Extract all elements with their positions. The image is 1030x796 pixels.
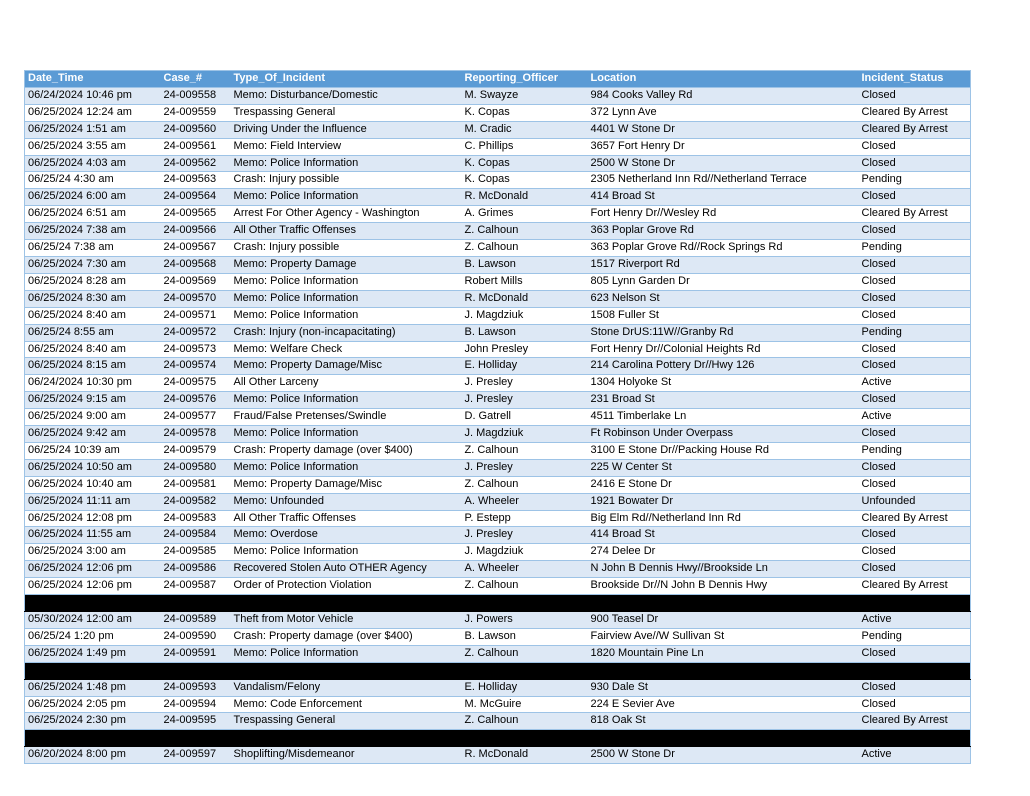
cell-type-of-incident: Memo: Welfare Check	[231, 341, 462, 358]
cell-type-of-incident: Crash: Injury possible	[231, 240, 462, 257]
redaction-bar	[25, 595, 971, 612]
cell-case-number: 24-009560	[161, 121, 231, 138]
cell-location: 4401 W Stone Dr	[588, 121, 859, 138]
cell-date-time: 05/30/2024 12:00 am	[25, 612, 161, 629]
cell-type-of-incident: Recovered Stolen Auto OTHER Agency	[231, 561, 462, 578]
cell-incident-status: Closed	[859, 307, 971, 324]
cell-location: Fort Henry Dr//Wesley Rd	[588, 206, 859, 223]
cell-reporting-officer: M. Swayze	[462, 87, 588, 104]
cell-case-number: 24-009563	[161, 172, 231, 189]
cell-location: N John B Dennis Hwy//Brookside Ln	[588, 561, 859, 578]
cell-reporting-officer: Z. Calhoun	[462, 442, 588, 459]
header-type-of-incident: Type_Of_Incident	[231, 71, 462, 88]
cell-date-time: 06/25/2024 7:38 am	[25, 223, 161, 240]
cell-type-of-incident: Memo: Property Damage	[231, 256, 462, 273]
cell-date-time: 06/25/2024 12:06 pm	[25, 578, 161, 595]
cell-reporting-officer: Robert Mills	[462, 273, 588, 290]
cell-reporting-officer: A. Wheeler	[462, 561, 588, 578]
cell-incident-status: Closed	[859, 358, 971, 375]
cell-type-of-incident: Shoplifting/Misdemeanor	[231, 747, 462, 764]
cell-location: 414 Broad St	[588, 527, 859, 544]
cell-location: 1304 Holyoke St	[588, 375, 859, 392]
cell-date-time: 06/25/2024 10:40 am	[25, 476, 161, 493]
cell-type-of-incident: Memo: Police Information	[231, 273, 462, 290]
cell-incident-status: Cleared By Arrest	[859, 578, 971, 595]
cell-date-time: 06/25/2024 12:06 pm	[25, 561, 161, 578]
table-row	[25, 493, 971, 510]
cell-case-number: 24-009561	[161, 138, 231, 155]
table-row	[25, 358, 971, 375]
cell-reporting-officer: J. Magdziuk	[462, 426, 588, 443]
header-date-time: Date_Time	[25, 71, 161, 88]
cell-type-of-incident: Memo: Police Information	[231, 189, 462, 206]
cell-incident-status: Active	[859, 612, 971, 629]
cell-incident-status: Unfounded	[859, 493, 971, 510]
cell-reporting-officer: J. Magdziuk	[462, 307, 588, 324]
cell-incident-status: Pending	[859, 442, 971, 459]
table-header	[25, 71, 971, 88]
table-row	[25, 121, 971, 138]
cell-incident-status: Pending	[859, 240, 971, 257]
table-row	[25, 679, 971, 696]
cell-reporting-officer: B. Lawson	[462, 324, 588, 341]
cell-date-time: 06/25/2024 7:30 am	[25, 256, 161, 273]
cell-reporting-officer: Z. Calhoun	[462, 240, 588, 257]
cell-type-of-incident: Memo: Police Information	[231, 307, 462, 324]
cell-type-of-incident: Arrest For Other Agency - Washington	[231, 206, 462, 223]
table-row	[25, 747, 971, 764]
cell-location: Stone DrUS:11W//Granby Rd	[588, 324, 859, 341]
cell-location: Brookside Dr//N John B Dennis Hwy	[588, 578, 859, 595]
cell-date-time: 06/25/2024 1:51 am	[25, 121, 161, 138]
cell-incident-status: Closed	[859, 527, 971, 544]
cell-reporting-officer: Z. Calhoun	[462, 645, 588, 662]
cell-date-time: 06/25/2024 8:28 am	[25, 273, 161, 290]
cell-case-number: 24-009573	[161, 341, 231, 358]
cell-type-of-incident: Memo: Police Information	[231, 544, 462, 561]
cell-type-of-incident: Trespassing General	[231, 104, 462, 121]
cell-location: 231 Broad St	[588, 392, 859, 409]
cell-date-time: 06/20/2024 8:00 pm	[25, 747, 161, 764]
cell-case-number: 24-009568	[161, 256, 231, 273]
cell-date-time: 06/25/2024 8:40 am	[25, 307, 161, 324]
cell-reporting-officer: Z. Calhoun	[462, 713, 588, 730]
cell-type-of-incident: Crash: Property damage (over $400)	[231, 628, 462, 645]
cell-type-of-incident: Crash: Injury (non-incapacitating)	[231, 324, 462, 341]
cell-reporting-officer: M. Cradic	[462, 121, 588, 138]
table-row	[25, 510, 971, 527]
cell-case-number: 24-009559	[161, 104, 231, 121]
table-row	[25, 375, 971, 392]
table-row	[25, 696, 971, 713]
cell-reporting-officer: K. Copas	[462, 172, 588, 189]
cell-case-number: 24-009582	[161, 493, 231, 510]
cell-type-of-incident: Memo: Unfounded	[231, 493, 462, 510]
cell-type-of-incident: Memo: Police Information	[231, 392, 462, 409]
cell-location: 214 Carolina Pottery Dr//Hwy 126	[588, 358, 859, 375]
table-row	[25, 307, 971, 324]
cell-reporting-officer: B. Lawson	[462, 256, 588, 273]
cell-incident-status: Closed	[859, 476, 971, 493]
cell-incident-status: Closed	[859, 341, 971, 358]
cell-incident-status: Closed	[859, 189, 971, 206]
table-row	[25, 426, 971, 443]
cell-incident-status: Closed	[859, 256, 971, 273]
cell-date-time: 06/25/2024 11:11 am	[25, 493, 161, 510]
cell-type-of-incident: Memo: Police Information	[231, 290, 462, 307]
cell-incident-status: Closed	[859, 273, 971, 290]
table-row	[25, 189, 971, 206]
cell-incident-status: Closed	[859, 426, 971, 443]
cell-date-time: 06/25/24 4:30 am	[25, 172, 161, 189]
cell-case-number: 24-009593	[161, 679, 231, 696]
cell-location: 1921 Bowater Dr	[588, 493, 859, 510]
cell-case-number: 24-009595	[161, 713, 231, 730]
cell-date-time: 06/24/2024 10:46 pm	[25, 87, 161, 104]
cell-location: Fairview Ave//W Sullivan St	[588, 628, 859, 645]
cell-incident-status: Closed	[859, 645, 971, 662]
cell-type-of-incident: Order of Protection Violation	[231, 578, 462, 595]
cell-reporting-officer: A. Wheeler	[462, 493, 588, 510]
cell-type-of-incident: Memo: Police Information	[231, 645, 462, 662]
header-incident-status: Incident_Status	[859, 71, 971, 88]
cell-location: Big Elm Rd//Netherland Inn Rd	[588, 510, 859, 527]
cell-incident-status: Pending	[859, 172, 971, 189]
cell-location: 2500 W Stone Dr	[588, 747, 859, 764]
table-row	[25, 138, 971, 155]
table-row	[25, 442, 971, 459]
table-row	[25, 476, 971, 493]
redacted-row	[25, 730, 971, 747]
cell-reporting-officer: C. Phillips	[462, 138, 588, 155]
cell-date-time: 06/25/2024 2:05 pm	[25, 696, 161, 713]
cell-incident-status: Active	[859, 747, 971, 764]
cell-type-of-incident: All Other Traffic Offenses	[231, 223, 462, 240]
cell-type-of-incident: Memo: Police Information	[231, 459, 462, 476]
header-case-number: Case_#	[161, 71, 231, 88]
cell-case-number: 24-009579	[161, 442, 231, 459]
cell-type-of-incident: Memo: Field Interview	[231, 138, 462, 155]
cell-case-number: 24-009586	[161, 561, 231, 578]
cell-date-time: 06/25/2024 12:08 pm	[25, 510, 161, 527]
cell-location: Ft Robinson Under Overpass	[588, 426, 859, 443]
cell-reporting-officer: A. Grimes	[462, 206, 588, 223]
cell-incident-status: Active	[859, 409, 971, 426]
cell-location: 930 Dale St	[588, 679, 859, 696]
cell-type-of-incident: Driving Under the Influence	[231, 121, 462, 138]
cell-location: 372 Lynn Ave	[588, 104, 859, 121]
table-row	[25, 459, 971, 476]
redaction-bar	[25, 662, 971, 679]
cell-case-number: 24-009585	[161, 544, 231, 561]
cell-case-number: 24-009571	[161, 307, 231, 324]
cell-date-time: 06/25/2024 1:49 pm	[25, 645, 161, 662]
cell-reporting-officer: R. McDonald	[462, 189, 588, 206]
cell-type-of-incident: Memo: Police Information	[231, 155, 462, 172]
cell-incident-status: Closed	[859, 544, 971, 561]
cell-type-of-incident: All Other Traffic Offenses	[231, 510, 462, 527]
cell-location: 224 E Sevier Ave	[588, 696, 859, 713]
cell-date-time: 06/25/2024 2:30 pm	[25, 713, 161, 730]
table-row	[25, 645, 971, 662]
cell-case-number: 24-009564	[161, 189, 231, 206]
table-row	[25, 578, 971, 595]
header-location: Location	[588, 71, 859, 88]
cell-case-number: 24-009578	[161, 426, 231, 443]
cell-reporting-officer: Z. Calhoun	[462, 476, 588, 493]
cell-reporting-officer: B. Lawson	[462, 628, 588, 645]
cell-type-of-incident: Memo: Code Enforcement	[231, 696, 462, 713]
table-row	[25, 341, 971, 358]
table-row	[25, 273, 971, 290]
cell-incident-status: Pending	[859, 324, 971, 341]
table-row	[25, 155, 971, 172]
cell-case-number: 24-009589	[161, 612, 231, 629]
table-row	[25, 104, 971, 121]
cell-case-number: 24-009590	[161, 628, 231, 645]
cell-case-number: 24-009575	[161, 375, 231, 392]
cell-case-number: 24-009584	[161, 527, 231, 544]
cell-case-number: 24-009572	[161, 324, 231, 341]
cell-reporting-officer: J. Powers	[462, 612, 588, 629]
cell-reporting-officer: E. Holliday	[462, 358, 588, 375]
cell-location: 818 Oak St	[588, 713, 859, 730]
cell-type-of-incident: Vandalism/Felony	[231, 679, 462, 696]
cell-location: 2416 E Stone Dr	[588, 476, 859, 493]
cell-date-time: 06/25/2024 10:50 am	[25, 459, 161, 476]
cell-reporting-officer: R. McDonald	[462, 747, 588, 764]
cell-type-of-incident: Fraud/False Pretenses/Swindle	[231, 409, 462, 426]
cell-case-number: 24-009558	[161, 87, 231, 104]
cell-case-number: 24-009567	[161, 240, 231, 257]
table-row	[25, 392, 971, 409]
cell-date-time: 06/25/24 7:38 am	[25, 240, 161, 257]
cell-incident-status: Closed	[859, 696, 971, 713]
cell-location: 623 Nelson St	[588, 290, 859, 307]
cell-case-number: 24-009594	[161, 696, 231, 713]
cell-reporting-officer: D. Gatrell	[462, 409, 588, 426]
cell-case-number: 24-009576	[161, 392, 231, 409]
table-row	[25, 223, 971, 240]
cell-incident-status: Cleared By Arrest	[859, 206, 971, 223]
cell-reporting-officer: J. Magdziuk	[462, 544, 588, 561]
redacted-row	[25, 595, 971, 612]
cell-date-time: 06/25/2024 8:30 am	[25, 290, 161, 307]
cell-type-of-incident: Trespassing General	[231, 713, 462, 730]
cell-date-time: 06/25/2024 8:40 am	[25, 341, 161, 358]
cell-incident-status: Closed	[859, 290, 971, 307]
cell-location: 363 Poplar Grove Rd//Rock Springs Rd	[588, 240, 859, 257]
table-row	[25, 172, 971, 189]
cell-case-number: 24-009591	[161, 645, 231, 662]
cell-location: 274 Delee Dr	[588, 544, 859, 561]
cell-incident-status: Cleared By Arrest	[859, 510, 971, 527]
table-row	[25, 713, 971, 730]
cell-date-time: 06/25/2024 4:03 am	[25, 155, 161, 172]
cell-incident-status: Closed	[859, 155, 971, 172]
cell-incident-status: Pending	[859, 628, 971, 645]
table-body	[25, 87, 971, 763]
table-row	[25, 527, 971, 544]
cell-type-of-incident: Theft from Motor Vehicle	[231, 612, 462, 629]
cell-type-of-incident: All Other Larceny	[231, 375, 462, 392]
table-row	[25, 324, 971, 341]
cell-location: 3100 E Stone Dr//Packing House Rd	[588, 442, 859, 459]
table-row	[25, 561, 971, 578]
table-row	[25, 256, 971, 273]
cell-case-number: 24-009562	[161, 155, 231, 172]
cell-case-number: 24-009581	[161, 476, 231, 493]
cell-case-number: 24-009597	[161, 747, 231, 764]
cell-date-time: 06/25/2024 12:24 am	[25, 104, 161, 121]
cell-date-time: 06/25/24 10:39 am	[25, 442, 161, 459]
cell-incident-status: Closed	[859, 392, 971, 409]
cell-location: 1820 Mountain Pine Ln	[588, 645, 859, 662]
cell-location: 225 W Center St	[588, 459, 859, 476]
cell-location: 3657 Fort Henry Dr	[588, 138, 859, 155]
redacted-row	[25, 662, 971, 679]
cell-date-time: 06/25/24 8:55 am	[25, 324, 161, 341]
cell-date-time: 06/25/2024 11:55 am	[25, 527, 161, 544]
table-row	[25, 206, 971, 223]
cell-reporting-officer: K. Copas	[462, 155, 588, 172]
cell-incident-status: Cleared By Arrest	[859, 121, 971, 138]
cell-type-of-incident: Memo: Property Damage/Misc	[231, 358, 462, 375]
cell-date-time: 06/25/2024 9:42 am	[25, 426, 161, 443]
cell-case-number: 24-009577	[161, 409, 231, 426]
cell-type-of-incident: Memo: Overdose	[231, 527, 462, 544]
cell-reporting-officer: J. Presley	[462, 392, 588, 409]
cell-incident-status: Cleared By Arrest	[859, 104, 971, 121]
table-row	[25, 409, 971, 426]
cell-reporting-officer: M. McGuire	[462, 696, 588, 713]
cell-type-of-incident: Memo: Disturbance/Domestic	[231, 87, 462, 104]
cell-location: 984 Cooks Valley Rd	[588, 87, 859, 104]
cell-reporting-officer: K. Copas	[462, 104, 588, 121]
cell-date-time: 06/25/2024 9:00 am	[25, 409, 161, 426]
cell-location: 363 Poplar Grove Rd	[588, 223, 859, 240]
cell-incident-status: Closed	[859, 459, 971, 476]
cell-date-time: 06/25/2024 6:00 am	[25, 189, 161, 206]
cell-case-number: 24-009570	[161, 290, 231, 307]
cell-reporting-officer: J. Presley	[462, 527, 588, 544]
cell-incident-status: Closed	[859, 138, 971, 155]
cell-type-of-incident: Memo: Property Damage/Misc	[231, 476, 462, 493]
cell-case-number: 24-009566	[161, 223, 231, 240]
cell-date-time: 06/25/24 1:20 pm	[25, 628, 161, 645]
cell-date-time: 06/25/2024 8:15 am	[25, 358, 161, 375]
cell-location: 1517 Riverport Rd	[588, 256, 859, 273]
cell-incident-status: Closed	[859, 87, 971, 104]
cell-case-number: 24-009569	[161, 273, 231, 290]
cell-type-of-incident: Crash: Property damage (over $400)	[231, 442, 462, 459]
cell-date-time: 06/25/2024 3:00 am	[25, 544, 161, 561]
cell-case-number: 24-009587	[161, 578, 231, 595]
cell-case-number: 24-009583	[161, 510, 231, 527]
cell-location: 1508 Fuller St	[588, 307, 859, 324]
cell-location: 4511 Timberlake Ln	[588, 409, 859, 426]
cell-case-number: 24-009580	[161, 459, 231, 476]
cell-incident-status: Closed	[859, 679, 971, 696]
cell-reporting-officer: John Presley	[462, 341, 588, 358]
cell-incident-status: Closed	[859, 561, 971, 578]
cell-reporting-officer: P. Estepp	[462, 510, 588, 527]
table-row	[25, 240, 971, 257]
cell-location: 900 Teasel Dr	[588, 612, 859, 629]
cell-type-of-incident: Memo: Police Information	[231, 426, 462, 443]
header-row	[25, 71, 971, 88]
cell-date-time: 06/25/2024 1:48 pm	[25, 679, 161, 696]
table-row	[25, 628, 971, 645]
header-reporting-officer: Reporting_Officer	[462, 71, 588, 88]
cell-type-of-incident: Crash: Injury possible	[231, 172, 462, 189]
cell-reporting-officer: Z. Calhoun	[462, 578, 588, 595]
cell-reporting-officer: J. Presley	[462, 375, 588, 392]
cell-case-number: 24-009565	[161, 206, 231, 223]
cell-location: 805 Lynn Garden Dr	[588, 273, 859, 290]
cell-reporting-officer: J. Presley	[462, 459, 588, 476]
cell-incident-status: Closed	[859, 223, 971, 240]
cell-case-number: 24-009574	[161, 358, 231, 375]
table-row	[25, 612, 971, 629]
table-row	[25, 290, 971, 307]
redaction-bar	[25, 730, 971, 747]
incident-log-table	[24, 70, 971, 764]
table-row	[25, 87, 971, 104]
cell-location: Fort Henry Dr//Colonial Heights Rd	[588, 341, 859, 358]
cell-date-time: 06/25/2024 6:51 am	[25, 206, 161, 223]
cell-location: 414 Broad St	[588, 189, 859, 206]
cell-reporting-officer: R. McDonald	[462, 290, 588, 307]
cell-date-time: 06/25/2024 9:15 am	[25, 392, 161, 409]
cell-incident-status: Cleared By Arrest	[859, 713, 971, 730]
cell-date-time: 06/25/2024 3:55 am	[25, 138, 161, 155]
cell-date-time: 06/24/2024 10:30 pm	[25, 375, 161, 392]
cell-location: 2305 Netherland Inn Rd//Netherland Terrace	[588, 172, 859, 189]
cell-reporting-officer: E. Holliday	[462, 679, 588, 696]
cell-location: 2500 W Stone Dr	[588, 155, 859, 172]
cell-incident-status: Active	[859, 375, 971, 392]
cell-reporting-officer: Z. Calhoun	[462, 223, 588, 240]
table-row	[25, 544, 971, 561]
